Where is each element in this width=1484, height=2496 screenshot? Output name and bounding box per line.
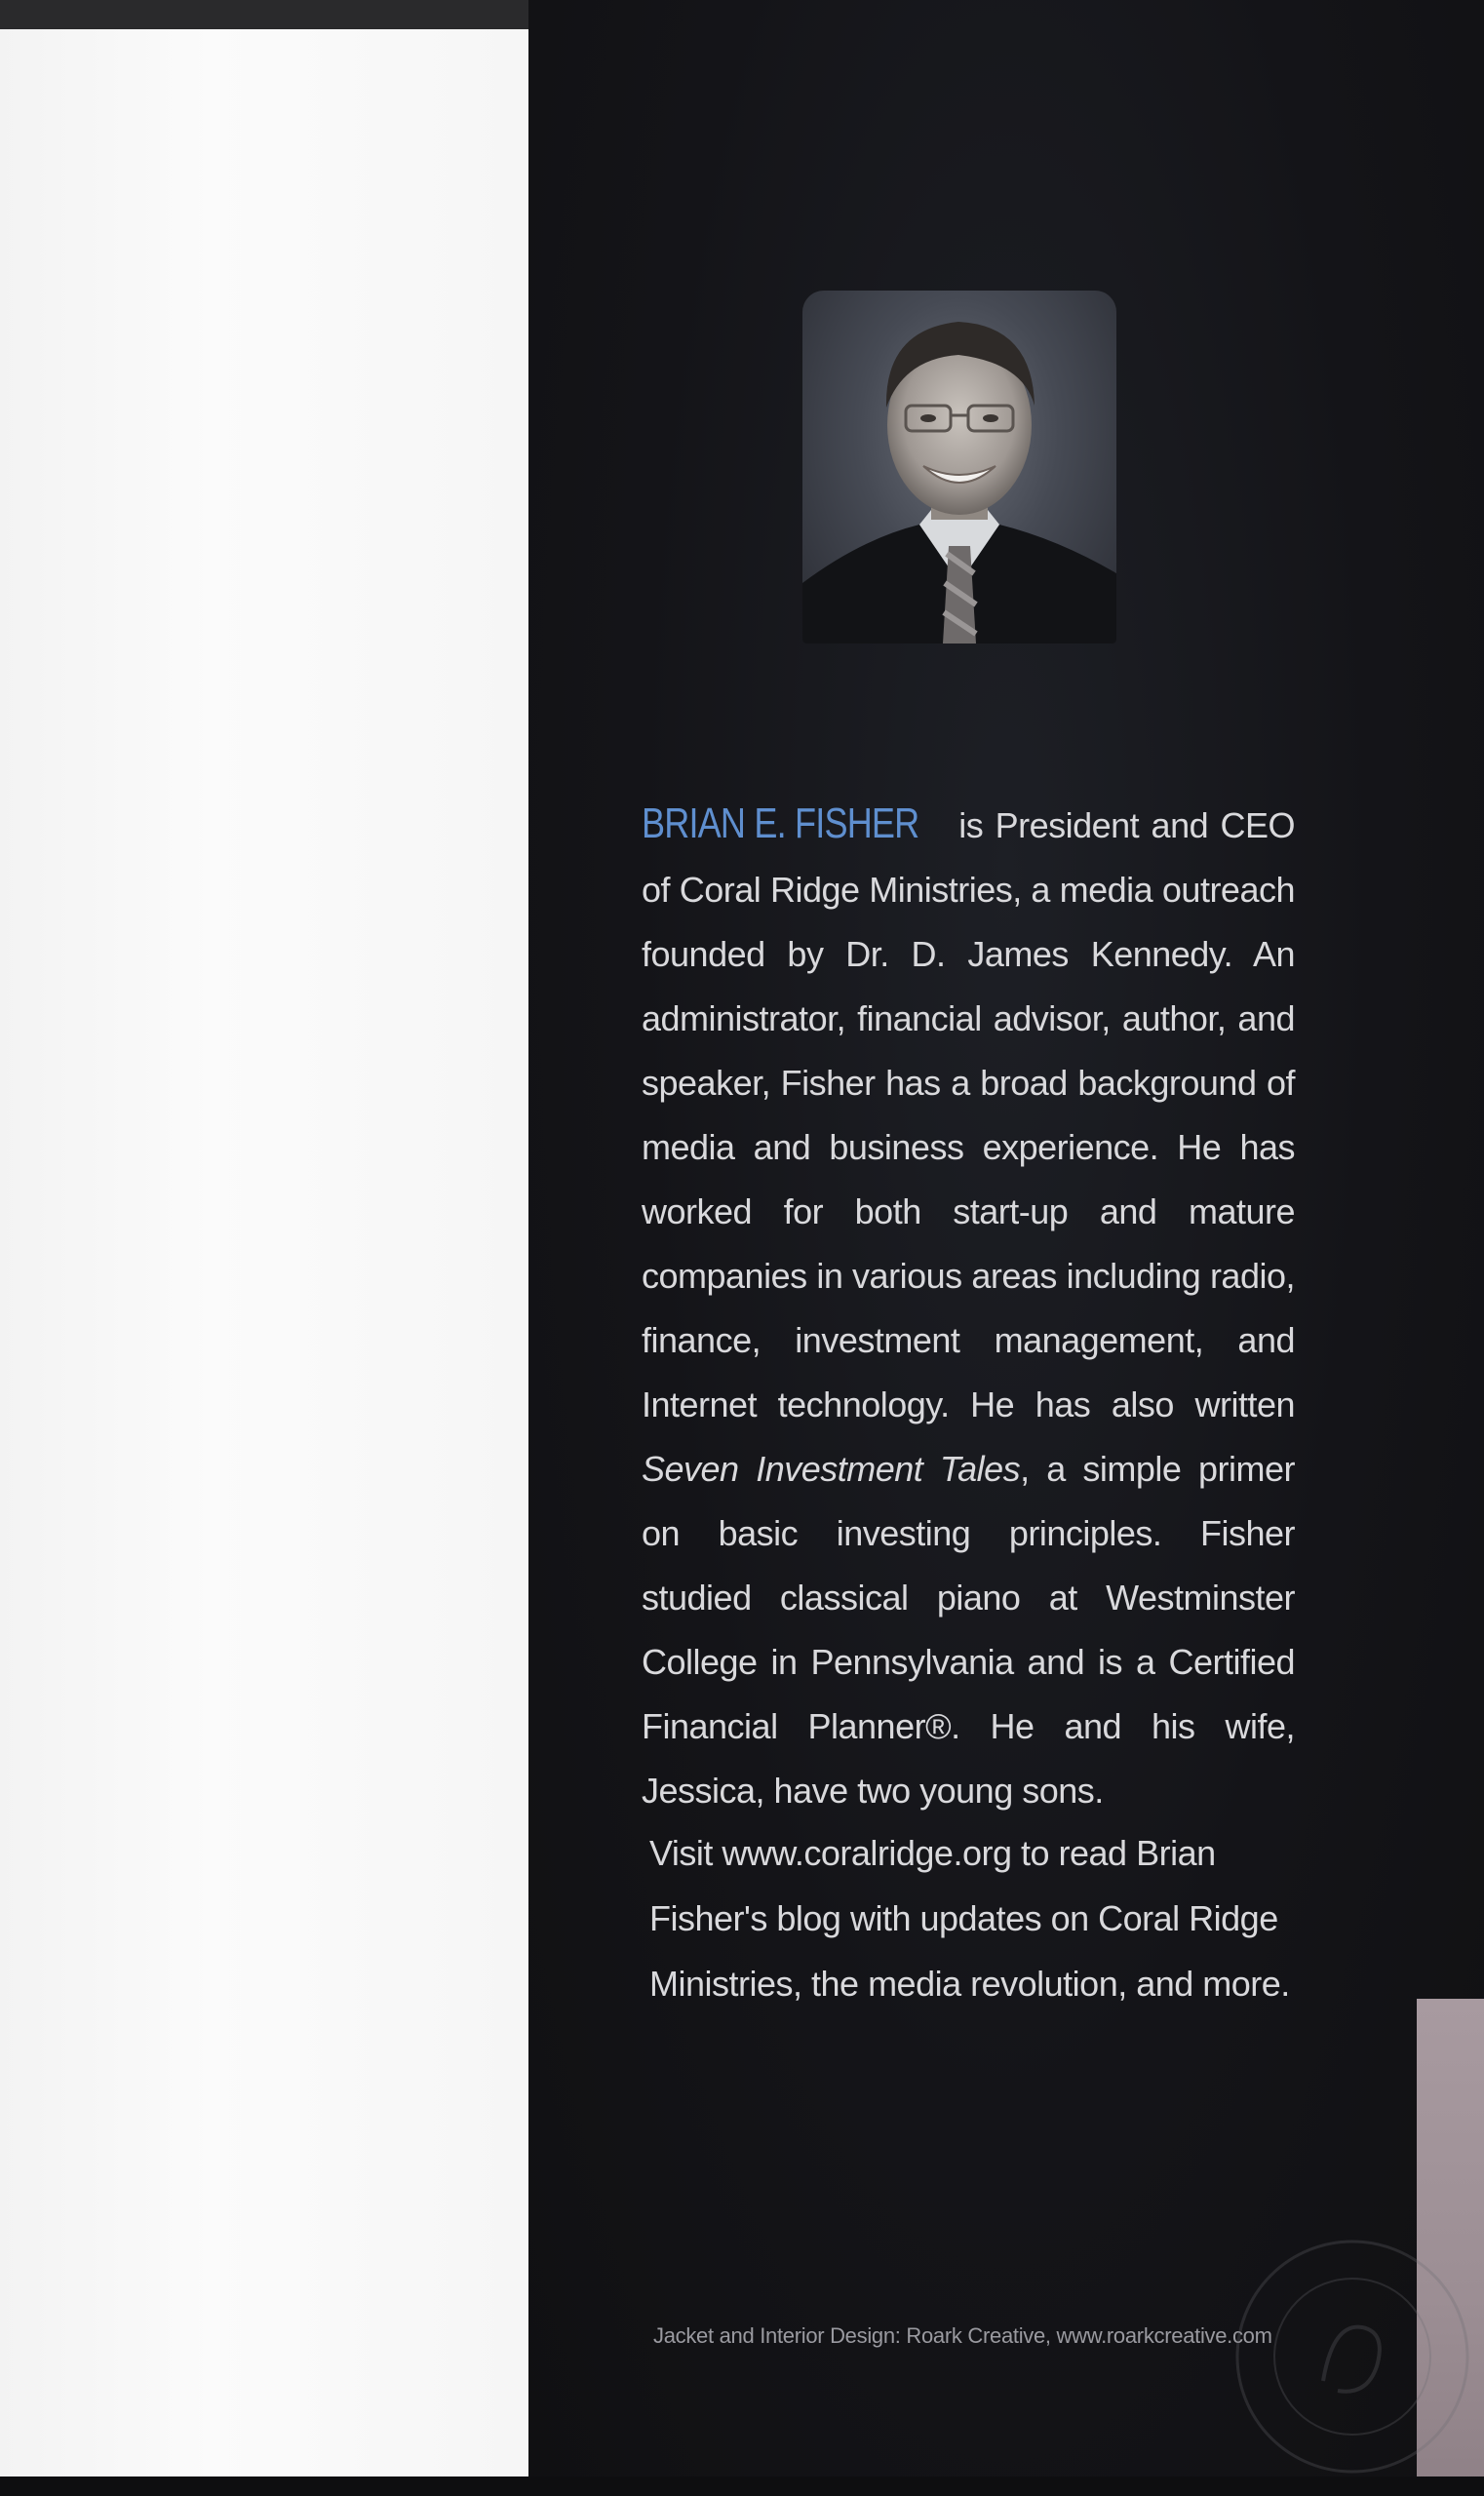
jacket-top-edge [0, 0, 528, 29]
jacket-bottom-edge [0, 2476, 1484, 2496]
white-jacket-flap [0, 29, 528, 2476]
author-name: BRIAN E. FISHER [642, 800, 919, 847]
library-stamp-icon [1230, 2235, 1474, 2478]
author-portrait [802, 291, 1116, 644]
book-title: Seven Investment Tales [642, 1449, 1021, 1489]
website-visit-note: Visit www.coralridge.org to read Brian Fisher's blog with updates on Coral Ridge Ministries, the media revolution, and more. [649, 1833, 1290, 2004]
design-credit: Jacket and Interior Design: Roark Creative, www.roarkcreative.com [653, 2323, 1272, 2348]
bio-text-part2: , a simple primer on basic investing principles. Fisher studied classical piano at Westminster College in Pennsylvania and is a Certified Financial Planner®. He and his wife, Jessica, have two young sons. [642, 1449, 1295, 1811]
author-bio [642, 792, 1295, 1823]
bio-text-part1: is President and CEO of Coral Ridge Ministries, a media outreach founded by Dr. D. James Kennedy. An administrator, financial advisor, author, and speaker, Fisher has a broad background of media and business experience. He has worked for both start-up and mature companies in various areas including radio, finance, investment management, and Internet technology. He has also written [642, 805, 1295, 1424]
